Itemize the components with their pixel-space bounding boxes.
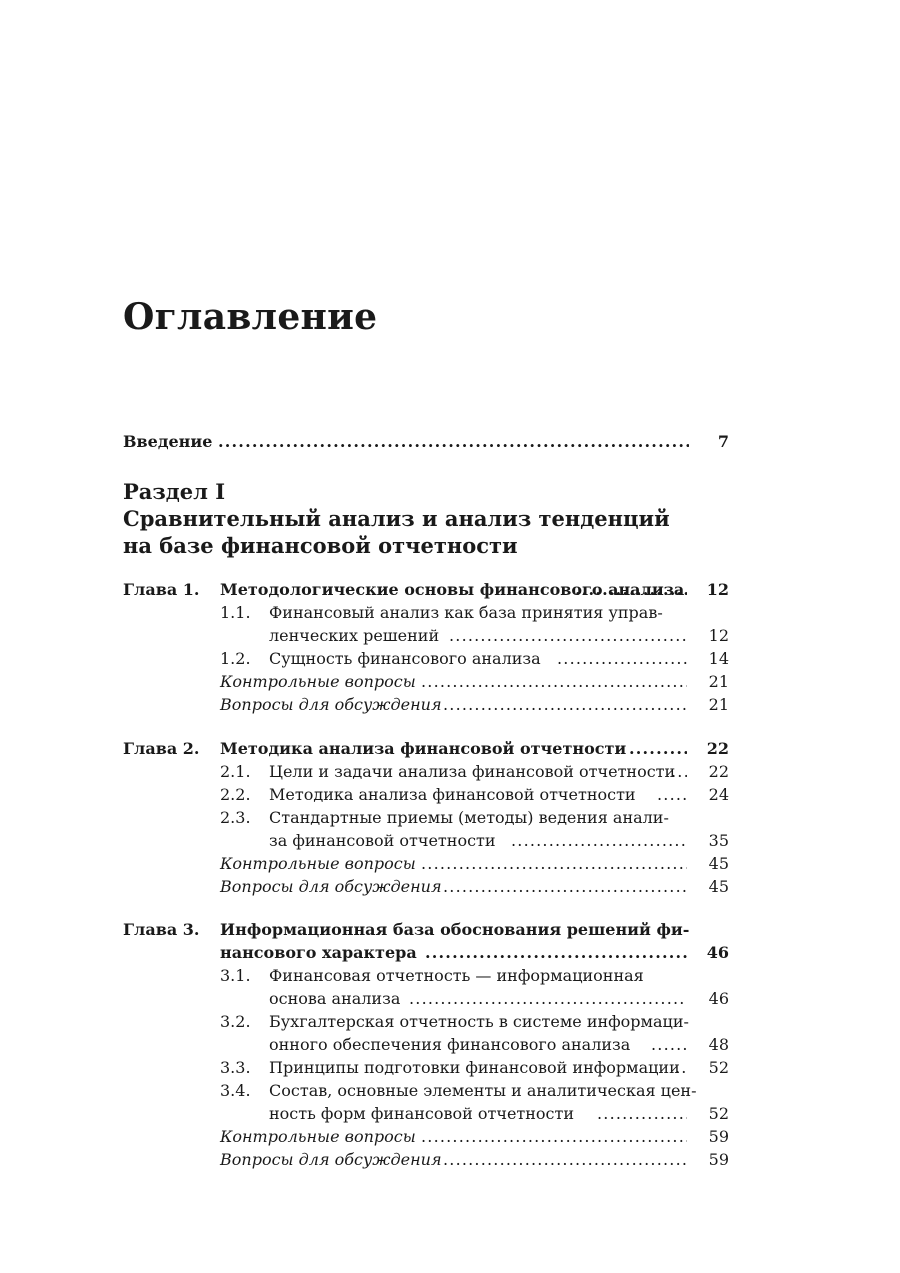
- section-entry[interactable]: [123, 964, 729, 987]
- section-number: 3.1.: [220, 966, 251, 985]
- section-entry-continued[interactable]: [123, 1033, 729, 1056]
- dot-leader: [557, 647, 687, 670]
- section-title: Сущность финансового анализа: [269, 649, 541, 668]
- chapter-1: [123, 578, 729, 716]
- section-entry[interactable]: [123, 1079, 729, 1102]
- section-number: 3.3.: [220, 1058, 251, 1077]
- chapter-title: нансового характера: [220, 943, 417, 962]
- section-number: 1.2.: [220, 649, 251, 668]
- part-title-line: Сравнительный анализ и анализ тенденций: [123, 506, 670, 531]
- dot-leader: [575, 578, 687, 601]
- toc-entry-intro[interactable]: [123, 432, 729, 456]
- section-entry[interactable]: [123, 806, 729, 829]
- dot-leader: [409, 987, 687, 1010]
- page-number: 35: [708, 831, 729, 850]
- control-questions-label: Контрольные вопросы: [220, 1127, 416, 1146]
- page-number: 22: [708, 762, 729, 781]
- section-title: за финансовой отчетности: [269, 831, 496, 850]
- section-title: Финансовый анализ как база принятия управ-: [269, 603, 663, 622]
- control-questions-label: Контрольные вопросы: [220, 672, 416, 691]
- part-heading: [123, 478, 723, 559]
- section-number: 3.4.: [220, 1081, 251, 1100]
- dot-leader: [218, 432, 689, 455]
- section-title: Методика анализа финансовой отчетности: [269, 785, 636, 804]
- discussion-questions-entry[interactable]: [123, 1148, 729, 1171]
- control-questions-entry[interactable]: [123, 1125, 729, 1148]
- discussion-questions-entry[interactable]: [123, 693, 729, 716]
- page-number: 59: [708, 1150, 729, 1169]
- dot-leader: [629, 737, 687, 760]
- chapter-heading-continued[interactable]: [123, 941, 729, 964]
- section-entry-continued[interactable]: [123, 624, 729, 647]
- chapter-label: Глава 2.: [123, 739, 200, 758]
- section-title: основа анализа: [269, 989, 401, 1008]
- dot-leader: [657, 783, 687, 806]
- entry-label: Введение: [123, 432, 213, 451]
- discussion-questions-label: Вопросы для обсуждения: [220, 695, 442, 714]
- section-title: ность форм финансовой отчетности: [269, 1104, 575, 1123]
- section-title: Принципы подготовки финансовой информации: [269, 1058, 680, 1077]
- page-number: 52: [708, 1058, 729, 1077]
- chapter-label: Глава 3.: [123, 920, 200, 939]
- section-title: ленческих решений: [269, 626, 440, 645]
- section-title: онного обеспечения финансового анализа: [269, 1035, 631, 1054]
- control-questions-entry[interactable]: [123, 670, 729, 693]
- dot-leader: [421, 1125, 687, 1148]
- section-title: Цели и задачи анализа финансовой отчетности: [269, 762, 676, 781]
- dot-leader: [671, 760, 687, 783]
- dot-leader: [421, 670, 687, 693]
- section-number: 3.2.: [220, 1012, 251, 1031]
- section-number: 2.1.: [220, 762, 251, 781]
- page-number: 59: [708, 1127, 729, 1146]
- dot-leader: [511, 829, 687, 852]
- page-number: 21: [708, 672, 729, 691]
- chapter-2: [123, 737, 729, 898]
- control-questions-entry[interactable]: [123, 852, 729, 875]
- dot-leader: [597, 1102, 687, 1125]
- section-entry[interactable]: [123, 783, 729, 806]
- control-questions-label: Контрольные вопросы: [220, 854, 416, 873]
- chapter-label: Глава 1.: [123, 580, 200, 599]
- dot-leader: [425, 941, 687, 964]
- section-entry[interactable]: [123, 760, 729, 783]
- page-number: 52: [708, 1104, 729, 1123]
- chapter-title: Методологические основы финансового анализа: [220, 580, 685, 599]
- page-number: 45: [708, 877, 729, 896]
- section-title: Финансовая отчетность — информационная: [269, 966, 644, 985]
- page-number: 12: [706, 580, 729, 599]
- dot-leader: [443, 693, 687, 716]
- chapter-title: Информационная база обоснования решений фи-: [220, 920, 690, 939]
- section-entry[interactable]: [123, 1056, 729, 1079]
- part-title-line: на базе финансовой отчетности: [123, 533, 518, 558]
- section-number: 2.2.: [220, 785, 251, 804]
- page-number: 24: [708, 785, 729, 804]
- dot-leader: [449, 624, 687, 647]
- section-title: Стандартные приемы (методы) ведения анали-: [269, 808, 669, 827]
- dot-leader: [675, 1056, 687, 1079]
- section-entry[interactable]: [123, 601, 729, 624]
- section-entry-continued[interactable]: [123, 1102, 729, 1125]
- chapter-heading[interactable]: [123, 578, 729, 601]
- chapter-3: [123, 918, 729, 1171]
- chapter-heading[interactable]: [123, 737, 729, 760]
- discussion-questions-label: Вопросы для обсуждения: [220, 877, 442, 896]
- page-number: 12: [708, 626, 729, 645]
- section-number: 1.1.: [220, 603, 251, 622]
- page-number: 46: [706, 943, 729, 962]
- section-title: Состав, основные элементы и аналитическая цен-: [269, 1081, 697, 1100]
- section-title: Бухгалтерская отчетность в системе информаци-: [269, 1012, 689, 1031]
- dot-leader: [421, 852, 687, 875]
- page-title: Оглавление: [123, 296, 378, 338]
- part-label: Раздел I: [123, 479, 226, 504]
- discussion-questions-entry[interactable]: [123, 875, 729, 898]
- dot-leader: [443, 875, 687, 898]
- page-number: 48: [708, 1035, 729, 1054]
- dot-leader: [651, 1033, 687, 1056]
- page-number: 22: [706, 739, 729, 758]
- page-number: 14: [708, 649, 729, 668]
- section-entry[interactable]: [123, 647, 729, 670]
- dot-leader: [443, 1148, 687, 1171]
- page-number: 7: [717, 432, 729, 451]
- chapter-heading[interactable]: [123, 918, 729, 941]
- page-number: 45: [708, 854, 729, 873]
- page-number: 21: [708, 695, 729, 714]
- section-entry-continued[interactable]: [123, 829, 729, 852]
- chapter-title: Методика анализа финансовой отчетности: [220, 739, 627, 758]
- discussion-questions-label: Вопросы для обсуждения: [220, 1150, 442, 1169]
- section-entry[interactable]: [123, 1010, 729, 1033]
- section-number: 2.3.: [220, 808, 251, 827]
- page-number: 46: [708, 989, 729, 1008]
- section-entry-continued[interactable]: [123, 987, 729, 1010]
